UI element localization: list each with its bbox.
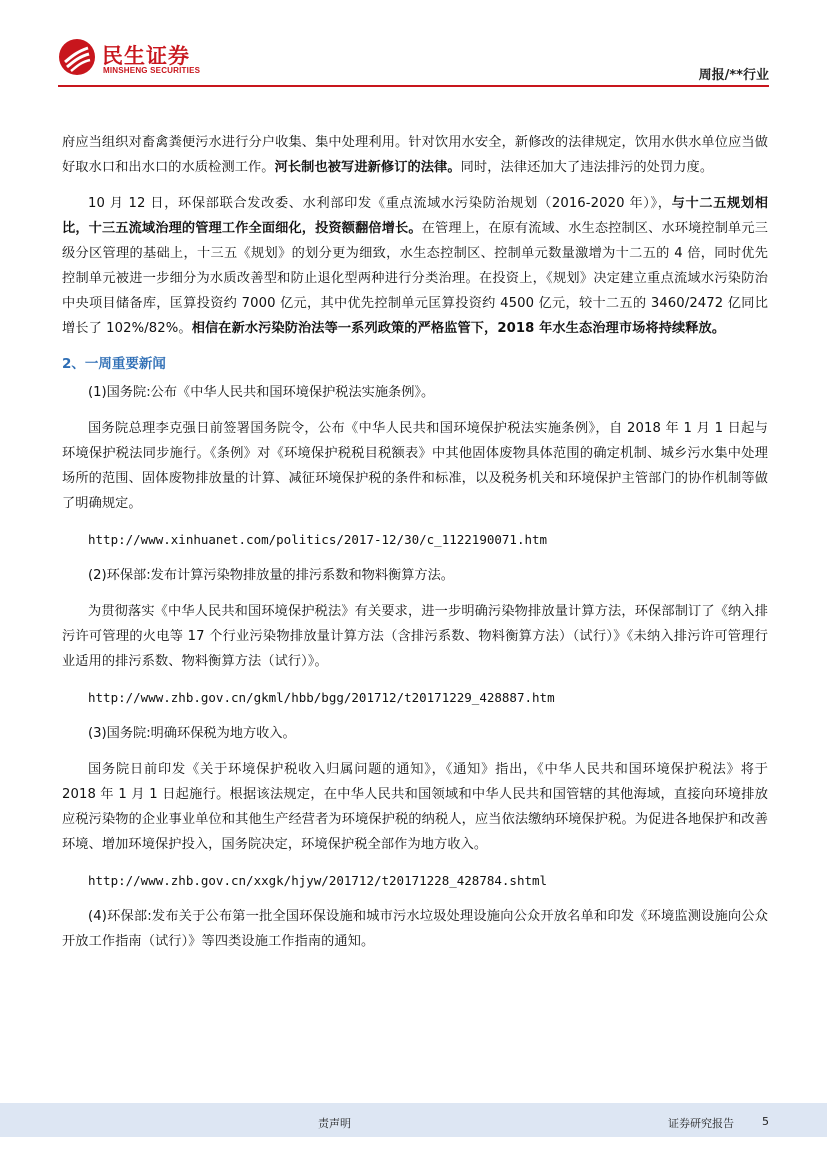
footer-report-type: 证券研究报告: [668, 1117, 734, 1130]
news-item-1-title: (1)国务院:公布《中华人民共和国环境保护税法实施条例》。: [88, 385, 435, 400]
news-item-1-link[interactable]: http://www.xinhuanet.com/politics/2017-12/30/c_1122190071.htm: [88, 532, 548, 547]
paragraph-bold-text: 与十二五规划相比，十三五流域治理的管理工作全面细化，投资额翻倍增长。: [62, 196, 768, 236]
page-number: 5: [762, 1115, 769, 1128]
brand-logo: [58, 38, 218, 82]
paragraph-text: 府应当组织对畜禽粪便污水进行分户收集、集中处理利用。针对饮用水安全，新修改的法律规定，饮用水供水单位应当做好取水口和出水口的水质检测工作。: [62, 135, 768, 175]
news-item-1-body: 国务院总理李克强日前签署国务院令，公布《中华人民共和国环境保护税法实施条例》，自 2018 年 1 月 1 日起与环境保护税法同步施行。《条例》对《环境保护税税目税额表》中其他固体废物具体范围的确定机制、城乡污水集中处理场所的范围、固体废物排放量的计算、减征环境保护税的条件和标准，以及税务机关和环境保护主管部门的协作机制等做了明确规定。: [62, 421, 768, 511]
page-header: [0, 0, 827, 100]
paragraph-water-law: [62, 130, 768, 180]
news-item-4-title: (4)环保部:发布关于公布第一批全国环保设施和城市污水垃圾处理设施向公众开放名单和印发《环境监测设施向公众开放工作指南（试行）》等四类设施工作指南的通知。: [62, 909, 768, 949]
brand-logo-icon: [58, 38, 96, 76]
section-heading-weekly-news: 2、一周重要新闻: [62, 356, 166, 372]
news-item-2-link[interactable]: http://www.zhb.gov.cn/gkml/hbb/bgg/201712/t20171229_428887.htm: [88, 690, 555, 705]
news-item-2-body: 为贯彻落实《中华人民共和国环境保护税法》有关要求，进一步明确污染物排放量计算方法，环保部制订了《纳入排污许可管理的火电等 17 个行业污染物排放量计算方法（含排污系数、物料衡算方法）（试行）》《未纳入排污许可管理行业适用的排污系数、物料衡算方法（试行）》。: [62, 604, 768, 669]
report-type-label: 周报/**行业: [698, 68, 769, 83]
news-item-2-title: (2)环保部:发布计算污染物排放量的排污系数和物料衡算方法。: [88, 568, 454, 583]
paragraph-text: 同时，法律还加大了违法排污的处罚力度。: [460, 160, 714, 175]
paragraph-bold-text: 河长制也被写进新修订的法律。: [274, 160, 461, 175]
paragraph-bold-text: 相信在新水污染防治法等一系列政策的严格监管下，2018 年水生态治理市场将持续释放。: [191, 321, 726, 336]
brand-name-cn: 民生证券: [102, 44, 190, 68]
paragraph-text: 10 月 12 日，环保部联合发改委、水利部印发《重点流域水污染防治规划（2016-2020 年）》，: [88, 196, 672, 211]
news-item-3-link[interactable]: http://www.zhb.gov.cn/xxgk/hjyw/201712/t20171228_428784.shtml: [88, 873, 548, 888]
header-divider: [58, 85, 769, 87]
news-item-3-body: 国务院日前印发《关于环境保护税收入归属问题的通知》，《通知》指出，《中华人民共和国环境保护税法》将于 2018 年 1 月 1 日起施行。根据该法规定，在中华人民共和国领域和中华人民共和国管辖的其他海域，直接向环境排放应税污染物的企业事业单位和其他生产经营者为环境保护税的纳税人，应当依法缴纳环境保护税。为促进各地保护和改善环境、增加环境保护投入，国务院决定，环境保护税全部作为地方收入。: [62, 762, 768, 852]
news-item-3-title: (3)国务院:明确环保税为地方收入。: [88, 726, 296, 741]
paragraph-text: 在管理上，在原有流域、水生态控制区、水环境控制单元三级分区管理的基础上，十三五《规划》的划分更为细致，水生态控制区、控制单元数量激增为十二五的 4 倍，同时优先控制单元被进一步细分为水质改善型和防止退化型两种进行分类治理。在投资上，《规划》决定建立重点流域水污染防治中央项目储备库，匡算投资约 7000 亿元，其中优先控制单元匡算投资约 4500 亿元，较十二五的 3460/2472 亿同比增长了 102%/82%。: [62, 221, 768, 336]
paragraph-watershed-plan: [62, 191, 768, 341]
brand-name-en: MINSHENG SECURITIES: [103, 66, 201, 75]
footer-disclaimer: 责声明: [318, 1117, 351, 1130]
report-body: [62, 130, 768, 965]
